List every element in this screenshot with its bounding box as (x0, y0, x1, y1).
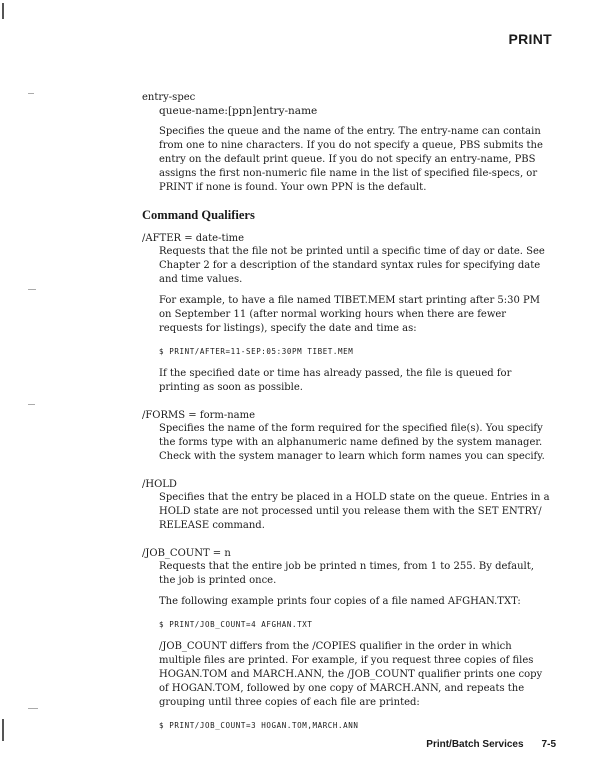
param-syntax: queue-name:[ppn]entry-name (159, 105, 318, 117)
section-heading: Command Qualifiers (142, 208, 255, 222)
qualifier-paragraph: /JOB_COUNT differs from the /COPIES qualifier in the order in which multiple files are printed. For example, if you request three copies of files HOGAN.TOM and MARCH.ANN, the /JOB_COUNT qualifier prints one copy of HOGAN.TOM, followed by one copy of MARCH.ANN, and repeats the grouping until three copies of each file are printed: (159, 641, 543, 708)
footer-section-title: Print/Batch Services (426, 739, 524, 750)
code-example: $ PRINT/AFTER=11-SEP:05:30PM TIBET.MEM (159, 347, 354, 356)
qualifier-hold (142, 478, 552, 533)
qualifier-term: /HOLD (142, 479, 177, 490)
param-description: Specifies the queue and the name of the entry. The entry-name can contain from one to nine characters. If you do not specify a queue, PBS submits the entry on the default print queue. If you do not specify an entry-name, PBS assigns the first non-numeric file name in the list of specified file-specs, or PRINT if none is found. Your own PPN is the default. (159, 126, 543, 193)
code-example: $ PRINT/JOB_COUNT=4 AFGHAN.TXT (159, 620, 313, 629)
qualifier-paragraph: If the specified date or time has already passed, the file is queued for printing as soon as possible. (159, 368, 512, 393)
qualifier-term: /JOB_COUNT = n (142, 548, 231, 559)
scan-tick (28, 708, 38, 709)
qualifier-forms (142, 409, 552, 464)
scan-tick (28, 93, 34, 94)
page-footer (426, 739, 556, 750)
scan-tick (28, 404, 35, 405)
qualifier-paragraph: Specifies the name of the form required for the specified file(s). You specify the forms type with an alphanumeric name defined by the system manager. Check with the system manager to learn which form names you can specify. (159, 423, 545, 462)
main-content (142, 91, 552, 741)
qualifier-paragraph: Specifies that the entry be placed in a HOLD state on the queue. Entries in a HOLD state are not processed until you release them with the SET ENTRY/ RELEASE command. (159, 492, 550, 531)
page-header-title: PRINT (508, 31, 552, 47)
qualifier-term: /AFTER = date-time (142, 233, 245, 244)
qualifier-paragraph: Requests that the file not be printed until a specific time of day or date. See Chapter 2 for a description of the standard syntax rules for specifying date and time values. (159, 246, 545, 285)
qualifier-after (142, 232, 552, 395)
scan-tick (28, 289, 36, 290)
page-number: 7-5 (541, 739, 556, 750)
qualifier-term: /FORMS = form-name (142, 410, 256, 421)
qualifier-job-count (142, 547, 552, 731)
qualifier-paragraph: For example, to have a file named TIBET.MEM start printing after 5:30 PM on September 11 (after normal working hours when there are fewer requests for listings), specify the date and time as: (159, 295, 541, 334)
code-example: $ PRINT/JOB_COUNT=3 HOGAN.TOM,MARCH.ANN (159, 721, 359, 730)
qualifier-paragraph: The following example prints four copies of a file named AFGHAN.TXT: (159, 596, 521, 607)
param-term: entry-spec (142, 92, 196, 103)
left-margin-mark (2, 3, 4, 19)
qualifier-paragraph: Requests that the entire job be printed n times, from 1 to 255. By default, the job is printed once. (159, 561, 534, 586)
left-margin-mark (2, 719, 4, 741)
